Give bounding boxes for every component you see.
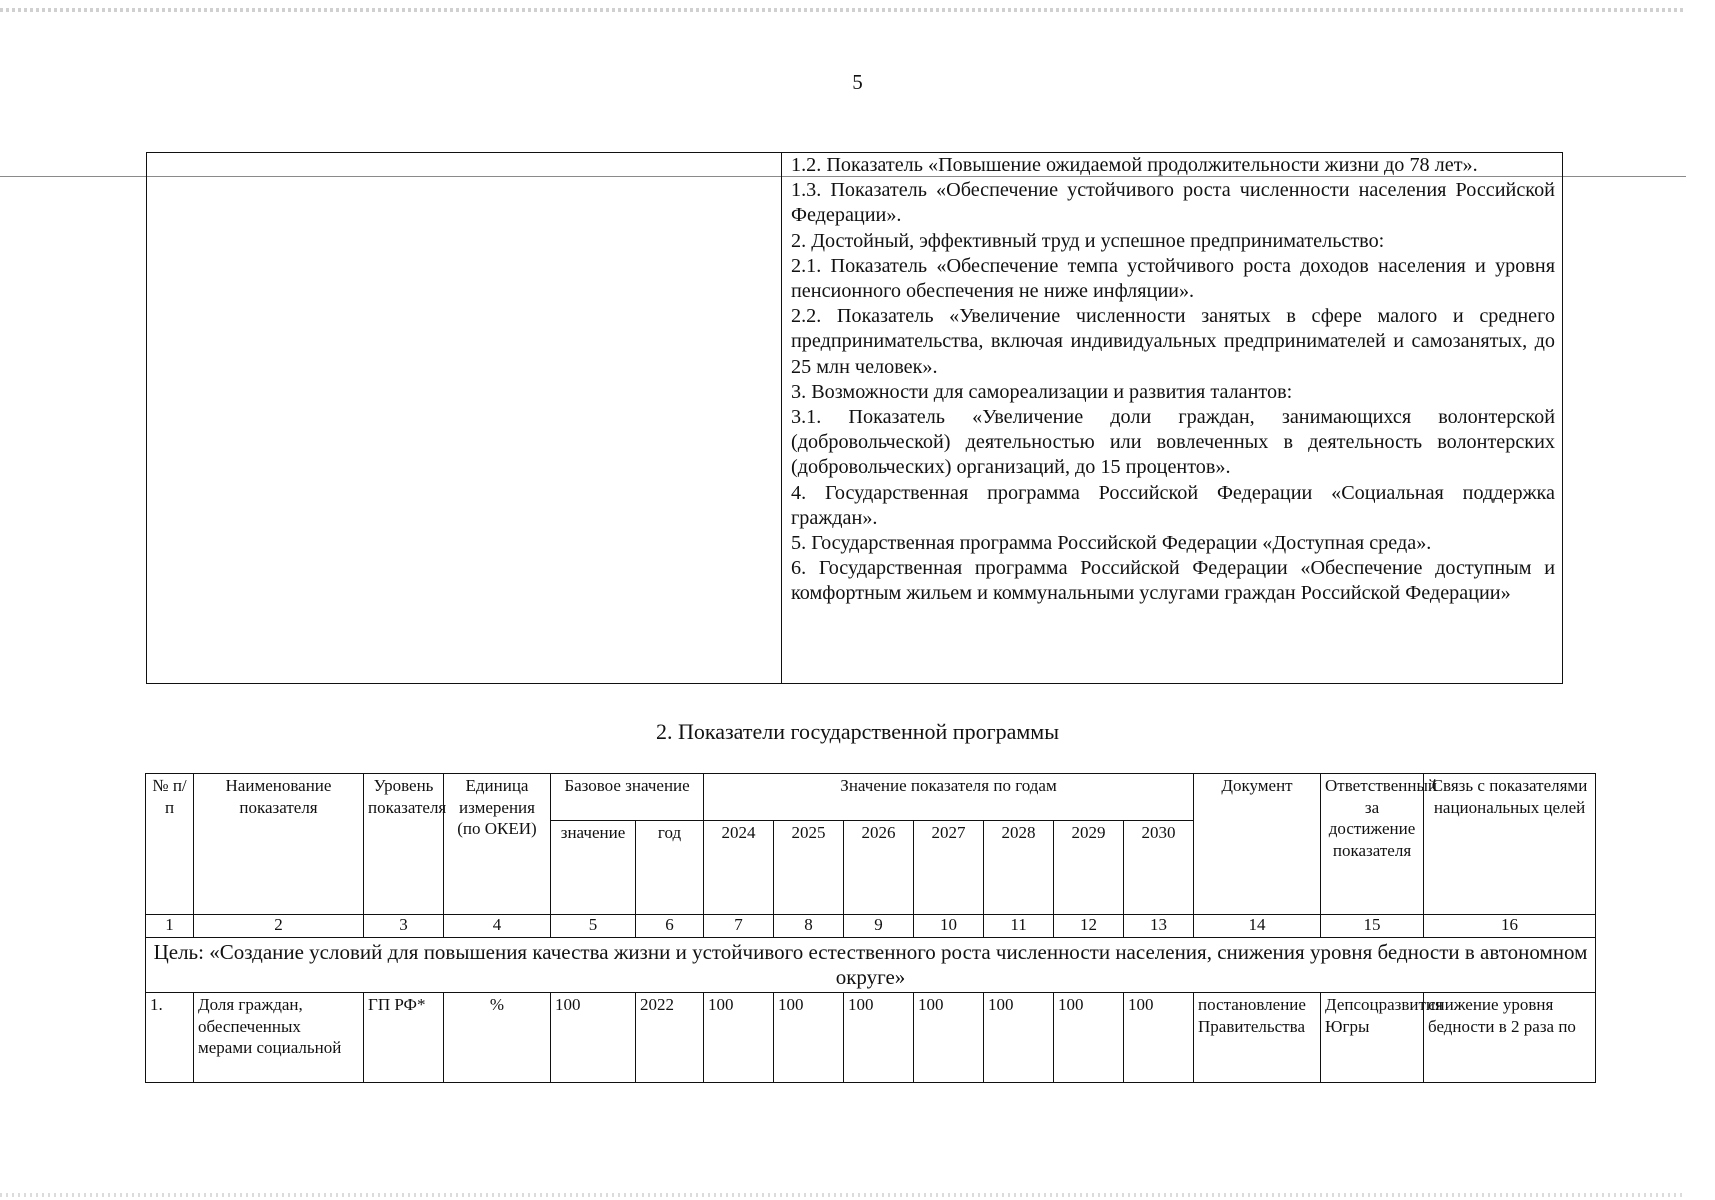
row-value: 100 [704, 993, 774, 1083]
row-document: постановление Правительства [1194, 993, 1321, 1083]
row-num: 1. [146, 993, 194, 1083]
paragraph: 2.1. Показатель «Обеспечение темпа устойчивого роста доходов населения и уровня пенсионного обеспечения не ниже инфляции». [791, 254, 1555, 303]
header-base-value: значение [551, 821, 636, 915]
row-value: 100 [1124, 993, 1194, 1083]
header-year: 2030 [1124, 821, 1194, 915]
header-level: Уровень показателя [364, 774, 444, 915]
row-link: снижение уровня бедности в 2 раза по [1424, 993, 1596, 1083]
row-base-year: 2022 [636, 993, 704, 1083]
paragraph: 1.3. Показатель «Обеспечение устойчивого роста численности населения Российской Федерации». [791, 179, 1555, 227]
column-number: 1 [146, 915, 194, 938]
paragraph: 1.2. Показатель «Повышение ожидаемой продолжительности жизни до 78 лет». [791, 154, 1478, 176]
row-base-value: 100 [551, 993, 636, 1083]
header-year: 2027 [914, 821, 984, 915]
row-value: 100 [774, 993, 844, 1083]
column-number: 14 [1194, 915, 1321, 938]
paragraph: 2.2. Показатель «Увеличение численности занятых в сфере малого и среднего предпринимательства, включая индивидуальных предпринимателей и самозанятых, до 25 млн человек». [791, 305, 1555, 378]
paragraph: 3. Возможности для самореализации и развития талантов: [791, 380, 1293, 403]
header-values-by-year: Значение показателя по годам [704, 774, 1194, 821]
continuation-table [146, 152, 1563, 684]
header-num: № п/п [146, 774, 194, 915]
section-title: 2. Показатели государственной программы [655, 719, 1059, 744]
header-link: Связь с показателями национальных целей [1424, 774, 1596, 915]
column-number: 4 [444, 915, 551, 938]
column-number: 16 [1424, 915, 1596, 938]
paragraph: 5. Государственная программа Российской Федерации «Доступная среда». [791, 532, 1432, 555]
row-value: 100 [984, 993, 1054, 1083]
header-year: 2029 [1054, 821, 1124, 915]
row-unit: % [444, 993, 551, 1083]
header-base-year: год [636, 821, 704, 915]
column-number: 9 [844, 915, 914, 938]
header-unit: Единица измерения (по ОКЕИ) [444, 774, 551, 915]
row-value: 100 [914, 993, 984, 1083]
page-number: 5 [852, 70, 863, 94]
column-number: 11 [984, 915, 1054, 938]
column-number: 12 [1054, 915, 1124, 938]
header-year: 2025 [774, 821, 844, 915]
column-number: 6 [636, 915, 704, 938]
row-name: Доля граждан, обеспеченных мерами социальной [194, 993, 364, 1083]
header-year: 2024 [704, 821, 774, 915]
row-responsible: Депсоцразвития Югры [1321, 993, 1424, 1083]
column-number: 15 [1321, 915, 1424, 938]
header-year: 2028 [984, 821, 1054, 915]
paragraph: 3.1. Показатель «Увеличение доли граждан, занимающихся волонтерской (добровольческой) деятельностью или вовлеченных в деятельность волонтерских (добровольческих) организаций, до 15 процентов». [791, 406, 1555, 479]
goal-cell: Цель: «Создание условий для повышения качества жизни и устойчивого естественного роста численности населения, снижения уровня бедности в автономном округе» [146, 938, 1596, 993]
column-number: 8 [774, 915, 844, 938]
row-level: ГП РФ* [364, 993, 444, 1083]
table-row [146, 993, 1596, 1083]
header-document: Документ [1194, 774, 1321, 915]
continuation-left-cell [147, 153, 782, 683]
header-responsible: Ответственный за достижение показателя [1321, 774, 1424, 915]
column-number: 10 [914, 915, 984, 938]
column-number: 13 [1124, 915, 1194, 938]
continuation-right-cell [791, 153, 1555, 607]
column-number: 5 [551, 915, 636, 938]
column-number: 7 [704, 915, 774, 938]
column-number: 2 [194, 915, 364, 938]
header-row [146, 774, 1596, 821]
row-value: 100 [1054, 993, 1124, 1083]
header-name: Наименование показателя [194, 774, 364, 915]
scan-artifact-bottom [0, 1193, 1686, 1197]
row-value: 100 [844, 993, 914, 1083]
header-year: 2026 [844, 821, 914, 915]
paragraph: 6. Государственная программа Российской Федерации «Обеспечение доступным и комфортным жильем и коммунальными услугами граждан Российской Федерации» [791, 557, 1555, 605]
scan-artifact-top [0, 8, 1686, 12]
column-number: 3 [364, 915, 444, 938]
indicators-table [145, 773, 1596, 1083]
paragraph: 4. Государственная программа Российской Федерации «Социальная поддержка граждан». [791, 481, 1555, 529]
paragraph: 2. Достойный, эффективный труд и успешное предпринимательство: [791, 229, 1385, 252]
goal-row [146, 938, 1596, 993]
column-number-row [146, 915, 1596, 938]
header-base: Базовое значение [551, 774, 704, 821]
